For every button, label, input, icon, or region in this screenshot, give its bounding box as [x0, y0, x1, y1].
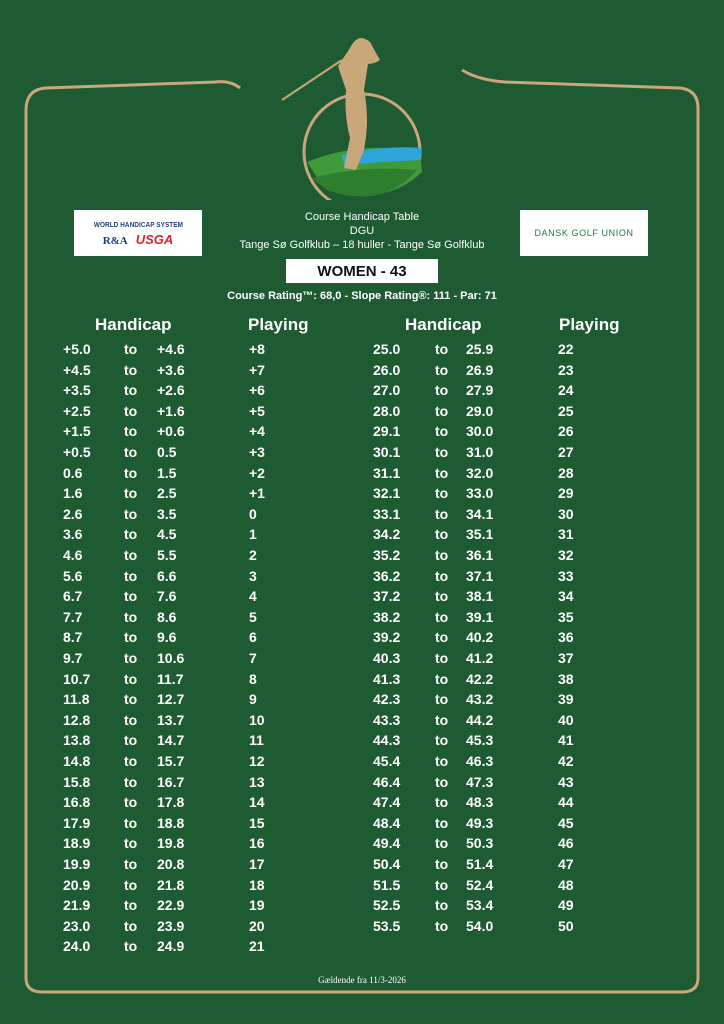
handicap-from: 19.9: [63, 856, 91, 872]
handicap-from: 39.2: [373, 629, 401, 646]
to-label: to: [435, 856, 449, 872]
course-ratings: Course Rating™: 68,0 - Slope Rating®: 111 - Par: 71: [227, 290, 497, 302]
handicap-to: 44.2: [466, 711, 494, 728]
to-label: to: [124, 711, 138, 728]
playing-handicap: 38: [558, 670, 574, 687]
handicap-to: +4.6: [157, 341, 185, 357]
table-row: [0, 833, 724, 853]
to-label: to: [435, 588, 449, 605]
to-label: to: [435, 547, 449, 563]
playing-handicap: 24: [558, 382, 574, 399]
handicap-to: 16.7: [157, 773, 185, 790]
handicap-from: 7.7: [63, 608, 83, 625]
to-label: to: [124, 361, 138, 378]
handicap-to: 32.0: [466, 464, 494, 481]
playing-handicap: 45: [558, 814, 574, 831]
to-label: to: [435, 567, 449, 584]
playing-handicap: 20: [249, 917, 265, 934]
left-playing-header: Playing: [248, 315, 309, 334]
handicap-to: 40.2: [466, 629, 494, 646]
to-label: to: [124, 588, 138, 605]
playing-handicap: 36: [558, 629, 574, 646]
handicap-to: 2.5: [157, 485, 177, 502]
playing-handicap: 31: [558, 526, 574, 543]
header-line-2: DGU: [349, 225, 375, 237]
playing-handicap: 44: [558, 794, 574, 811]
playing-handicap: 7: [249, 650, 257, 666]
handicap-from: 40.3: [373, 650, 401, 666]
handicap-from: 44.3: [373, 732, 401, 749]
handicap-from: 50.4: [373, 856, 401, 872]
left-handicap-header: Handicap: [95, 315, 172, 334]
table-row: [0, 792, 724, 812]
playing-handicap: 32: [558, 547, 574, 563]
to-label: to: [435, 917, 449, 934]
handicap-to: 7.6: [157, 588, 177, 605]
to-label: to: [435, 711, 449, 728]
playing-handicap: +2: [249, 464, 265, 481]
handicap-from: 43.3: [373, 711, 401, 728]
table-row: [0, 607, 724, 627]
handicap-to: 39.1: [466, 608, 494, 625]
handicap-from: 28.0: [373, 402, 401, 419]
handicap-to: 30.0: [466, 423, 494, 440]
to-label: to: [435, 773, 449, 790]
to-label: to: [124, 382, 138, 399]
playing-handicap: 41: [558, 732, 574, 749]
playing-handicap: 12: [249, 753, 265, 769]
handicap-from: 27.0: [373, 382, 401, 399]
handicap-from: 6.7: [63, 588, 83, 605]
playing-handicap: 8: [249, 670, 257, 687]
playing-handicap: +5: [249, 402, 265, 419]
playing-handicap: 16: [249, 835, 265, 852]
right-handicap-header: Handicap: [405, 315, 482, 334]
handicap-to: 5.5: [157, 547, 177, 563]
to-label: to: [435, 691, 449, 708]
playing-handicap: 22: [558, 341, 574, 357]
playing-handicap: 3: [249, 567, 257, 584]
handicap-from: 9.7: [63, 650, 83, 666]
handicap-to: 4.5: [157, 526, 177, 543]
handicap-from: 31.1: [373, 464, 401, 481]
table-row: [0, 875, 724, 895]
handicap-from: 36.2: [373, 567, 401, 584]
playing-handicap: 34: [558, 588, 574, 605]
table-row: [0, 483, 724, 503]
handicap-from: +3.5: [63, 382, 91, 399]
handicap-to: 53.4: [466, 897, 494, 914]
to-label: to: [435, 794, 449, 811]
table-row: [0, 401, 724, 421]
to-label: to: [435, 732, 449, 749]
playing-handicap: +1: [249, 485, 265, 502]
table-row: [0, 545, 724, 565]
playing-handicap: 33: [558, 567, 574, 584]
handicap-to: 21.8: [157, 876, 185, 893]
playing-handicap: 0: [249, 505, 257, 522]
playing-handicap: 19: [249, 897, 265, 914]
handicap-to: +2.6: [157, 382, 185, 399]
to-label: to: [435, 835, 449, 852]
handicap-to: 54.0: [466, 917, 494, 934]
to-label: to: [435, 897, 449, 914]
valid-from-footer: Gældende fra 11/3-2026: [318, 975, 406, 985]
to-label: to: [124, 402, 138, 419]
handicap-from: +0.5: [63, 444, 91, 460]
handicap-from: 14.8: [63, 753, 91, 769]
handicap-from: 12.8: [63, 711, 91, 728]
playing-handicap: 49: [558, 897, 574, 914]
handicap-to: 9.6: [157, 629, 177, 646]
table-row: [0, 916, 724, 936]
handicap-from: 34.2: [373, 526, 401, 543]
handicap-to: 49.3: [466, 814, 494, 831]
to-label: to: [124, 917, 138, 934]
handicap-from: 32.1: [373, 485, 401, 502]
playing-handicap: 35: [558, 608, 574, 625]
handicap-to: +1.6: [157, 402, 185, 419]
playing-handicap: 23: [558, 361, 574, 378]
handicap-to: 34.1: [466, 505, 494, 522]
handicap-from: +1.5: [63, 423, 91, 440]
handicap-from: 24.0: [63, 938, 91, 955]
handicap-from: 38.2: [373, 608, 401, 625]
playing-handicap: 39: [558, 691, 574, 708]
handicap-from: 45.4: [373, 753, 401, 769]
handicap-to: 33.0: [466, 485, 494, 502]
whs-randa-usga-logo: WORLD HANDICAP SYSTEM R&A USGA: [74, 210, 202, 256]
handicap-from: 11.8: [63, 691, 90, 708]
handicap-to: 1.5: [157, 464, 177, 481]
handicap-from: 13.8: [63, 732, 91, 749]
to-label: to: [435, 444, 449, 460]
handicap-from: 23.0: [63, 917, 91, 934]
to-label: to: [435, 608, 449, 625]
handicap-from: 25.0: [373, 341, 401, 357]
handicap-from: 51.5: [373, 876, 401, 893]
to-label: to: [124, 938, 138, 955]
table-row: [0, 751, 724, 771]
to-label: to: [124, 753, 138, 769]
to-label: to: [435, 814, 449, 831]
usga-logo: USGA: [135, 231, 174, 247]
handicap-to: 52.4: [466, 876, 494, 893]
handicap-to: 19.8: [157, 835, 185, 852]
table-row: [0, 524, 724, 544]
handicap-to: 8.6: [157, 608, 177, 625]
handicap-from: 10.7: [63, 670, 91, 687]
handicap-from: 29.1: [373, 423, 401, 440]
handicap-to: 37.1: [466, 567, 494, 584]
handicap-from: 26.0: [373, 361, 401, 378]
to-label: to: [124, 650, 138, 666]
handicap-to: 46.3: [466, 753, 494, 769]
table-row: [0, 421, 724, 441]
table-row: [0, 669, 724, 689]
to-label: to: [435, 341, 449, 357]
handicap-to: 50.3: [466, 835, 494, 852]
to-label: to: [124, 505, 138, 522]
playing-handicap: 9: [249, 691, 257, 708]
handicap-from: 3.6: [63, 526, 83, 543]
handicap-to: 20.8: [157, 856, 185, 872]
table-row: [0, 339, 724, 359]
playing-handicap: +3: [249, 444, 265, 460]
playing-handicap: 46: [558, 835, 574, 852]
playing-handicap: +7: [249, 361, 265, 378]
playing-handicap: 50: [558, 917, 574, 934]
to-label: to: [124, 835, 138, 852]
table-row: [0, 648, 724, 668]
to-label: to: [435, 423, 449, 440]
handicap-to: 10.6: [157, 650, 185, 666]
handicap-to: 6.6: [157, 567, 177, 584]
playing-handicap: 11: [249, 732, 264, 749]
table-row: [0, 710, 724, 730]
handicap-from: 1.6: [63, 485, 83, 502]
golfer-logo: [272, 20, 452, 200]
handicap-from: 17.9: [63, 814, 91, 831]
playing-handicap: 17: [249, 856, 265, 872]
to-label: to: [124, 629, 138, 646]
table-row: [0, 463, 724, 483]
handicap-to: 35.1: [466, 526, 494, 543]
table-row: [0, 895, 724, 915]
table-row: [0, 627, 724, 647]
table-row: [0, 360, 724, 380]
to-label: to: [124, 814, 138, 831]
handicap-to: 42.2: [466, 670, 494, 687]
handicap-to: +0.6: [157, 423, 185, 440]
handicap-to: 47.3: [466, 773, 494, 790]
handicap-from: 15.8: [63, 773, 91, 790]
handicap-to: 45.3: [466, 732, 494, 749]
dansk-golf-union-logo: DANSK GOLF UNION: [520, 210, 648, 256]
playing-handicap: 4: [249, 588, 257, 605]
right-playing-header: Playing: [559, 315, 620, 334]
handicap-from: +2.5: [63, 402, 91, 419]
playing-handicap: +8: [249, 341, 265, 357]
to-label: to: [124, 876, 138, 893]
playing-handicap: 2: [249, 547, 257, 563]
handicap-to: 23.9: [157, 917, 185, 934]
handicap-from: 21.9: [63, 897, 91, 914]
handicap-to: +3.6: [157, 361, 185, 378]
handicap-from: 46.4: [373, 773, 401, 790]
handicap-to: 25.9: [466, 341, 494, 357]
handicap-from: 20.9: [63, 876, 91, 893]
table-row: [0, 854, 724, 874]
playing-handicap: 42: [558, 753, 574, 769]
playing-handicap: 29: [558, 485, 574, 502]
handicap-from: +4.5: [63, 361, 91, 378]
to-label: to: [435, 526, 449, 543]
playing-handicap: 5: [249, 608, 257, 625]
to-label: to: [124, 485, 138, 502]
handicap-from: 0.6: [63, 464, 83, 481]
to-label: to: [124, 773, 138, 790]
to-label: to: [124, 670, 138, 687]
to-label: to: [435, 876, 449, 893]
handicap-to: 31.0: [466, 444, 494, 460]
handicap-to: 13.7: [157, 711, 185, 728]
to-label: to: [435, 650, 449, 666]
handicap-to: 38.1: [466, 588, 494, 605]
playing-handicap: 21: [249, 938, 265, 955]
handicap-from: 5.6: [63, 567, 83, 584]
handicap-to: 15.7: [157, 753, 185, 769]
to-label: to: [124, 341, 138, 357]
handicap-from: 52.5: [373, 897, 401, 914]
handicap-from: 35.2: [373, 547, 401, 563]
table-row: [0, 442, 724, 462]
handicap-from: +5.0: [63, 341, 91, 357]
to-label: to: [435, 402, 449, 419]
playing-handicap: 37: [558, 650, 574, 666]
handicap-from: 16.8: [63, 794, 91, 811]
handicap-to: 3.5: [157, 505, 177, 522]
to-label: to: [435, 382, 449, 399]
page-title: WOMEN - 43: [286, 259, 438, 283]
handicap-to: 11.7: [157, 670, 184, 687]
to-label: to: [124, 732, 138, 749]
handicap-to: 48.3: [466, 794, 494, 811]
handicap-from: 48.4: [373, 814, 401, 831]
playing-handicap: 43: [558, 773, 574, 790]
handicap-to: 0.5: [157, 444, 177, 460]
to-label: to: [124, 691, 138, 708]
handicap-from: 42.3: [373, 691, 401, 708]
to-label: to: [124, 897, 138, 914]
handicap-from: 53.5: [373, 917, 401, 934]
handicap-to: 36.1: [466, 547, 494, 563]
playing-handicap: 40: [558, 711, 574, 728]
playing-handicap: 10: [249, 711, 265, 728]
playing-handicap: 14: [249, 794, 265, 811]
handicap-to: 22.9: [157, 897, 185, 914]
playing-handicap: +6: [249, 382, 265, 399]
table-row: [0, 772, 724, 792]
playing-handicap: 13: [249, 773, 265, 790]
to-label: to: [124, 794, 138, 811]
handicap-to: 26.9: [466, 361, 494, 378]
playing-handicap: 27: [558, 444, 574, 460]
randa-logo: R&A: [102, 234, 128, 247]
header-line-1: Course Handicap Table: [304, 211, 420, 223]
to-label: to: [435, 464, 449, 481]
to-label: to: [124, 526, 138, 543]
table-row: [0, 566, 724, 586]
handicap-from: 49.4: [373, 835, 401, 852]
table-row: [0, 689, 724, 709]
handicap-from: 41.3: [373, 670, 401, 687]
handicap-to: 51.4: [466, 856, 494, 872]
to-label: to: [124, 856, 138, 872]
to-label: to: [124, 464, 138, 481]
table-row: [0, 504, 724, 524]
handicap-to: 24.9: [157, 938, 185, 955]
to-label: to: [124, 547, 138, 563]
handicap-from: 8.7: [63, 629, 83, 646]
to-label: to: [124, 423, 138, 440]
playing-handicap: 26: [558, 423, 574, 440]
handicap-to: 29.0: [466, 402, 494, 419]
table-row: [0, 936, 724, 956]
handicap-from: 47.4: [373, 794, 401, 811]
to-label: to: [435, 753, 449, 769]
to-label: to: [435, 485, 449, 502]
table-row: [0, 730, 724, 750]
to-label: to: [124, 444, 138, 460]
handicap-to: 14.7: [157, 732, 185, 749]
handicap-to: 12.7: [157, 691, 185, 708]
to-label: to: [435, 629, 449, 646]
handicap-to: 17.8: [157, 794, 185, 811]
playing-handicap: 48: [558, 876, 574, 893]
handicap-from: 37.2: [373, 588, 401, 605]
playing-handicap: 25: [558, 402, 574, 419]
handicap-from: 33.1: [373, 505, 401, 522]
to-label: to: [124, 608, 138, 625]
table-row: [0, 380, 724, 400]
handicap-to: 43.2: [466, 691, 494, 708]
playing-handicap: 6: [249, 629, 257, 646]
playing-handicap: +4: [249, 423, 265, 440]
table-row: [0, 586, 724, 606]
playing-handicap: 28: [558, 464, 574, 481]
playing-handicap: 30: [558, 505, 574, 522]
handicap-to: 18.8: [157, 814, 185, 831]
handicap-to: 27.9: [466, 382, 494, 399]
table-row: [0, 813, 724, 833]
header-line-3: Tange Sø Golfklub – 18 huller - Tange Sø Golfklub: [239, 239, 485, 251]
playing-handicap: 1: [249, 526, 257, 543]
handicap-from: 30.1: [373, 444, 401, 460]
to-label: to: [124, 567, 138, 584]
handicap-from: 18.9: [63, 835, 91, 852]
playing-handicap: 47: [558, 856, 574, 872]
to-label: to: [435, 670, 449, 687]
handicap-to: 41.2: [466, 650, 494, 666]
to-label: to: [435, 505, 449, 522]
handicap-from: 4.6: [63, 547, 83, 563]
playing-handicap: 15: [249, 814, 265, 831]
to-label: to: [435, 361, 449, 378]
handicap-from: 2.6: [63, 505, 83, 522]
playing-handicap: 18: [249, 876, 265, 893]
